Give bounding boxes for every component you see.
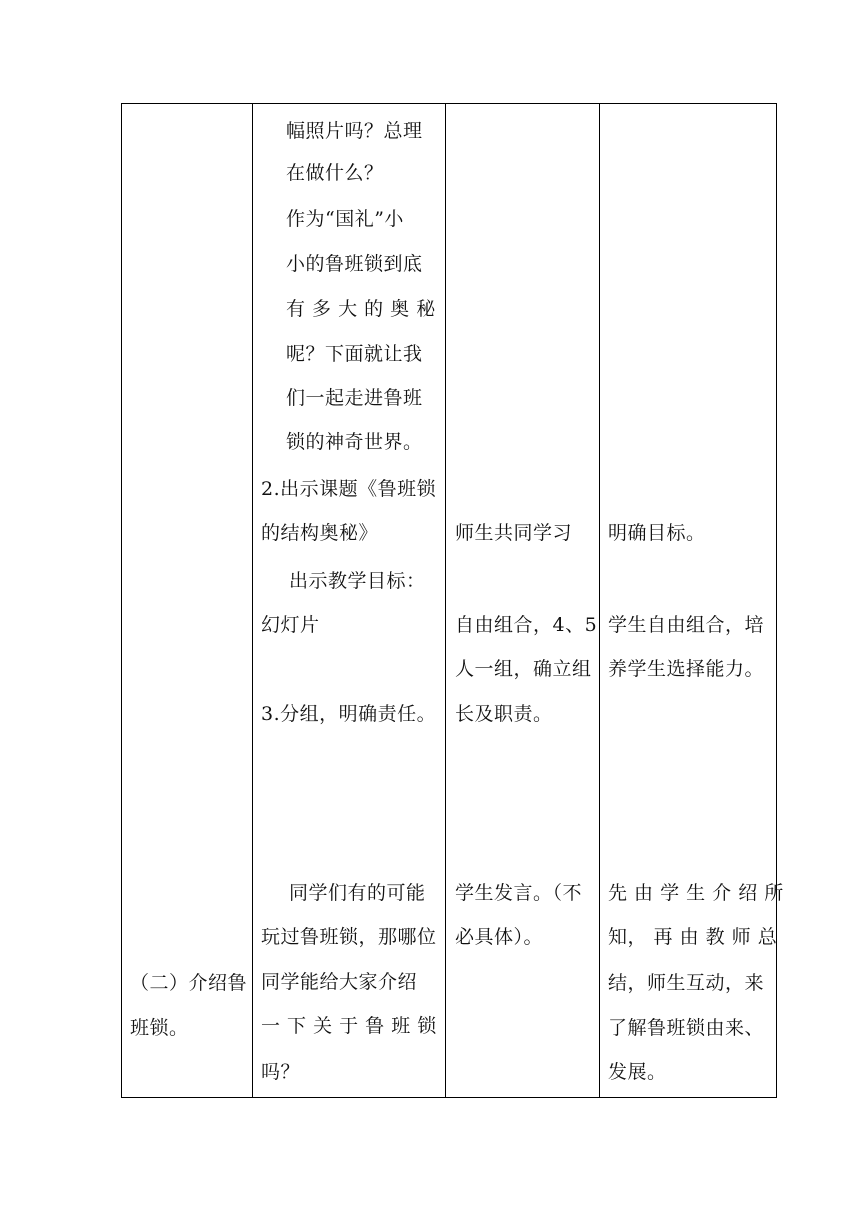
objectives-line: 出示教学目标： [289, 570, 426, 592]
intro-text-line: 幅照片吗？总理 [286, 120, 423, 142]
student-activity-line: 学生发言。（不 [455, 882, 583, 904]
design-intent-line: 学生自由组合，培 [608, 614, 765, 636]
step-title-line: 的结构奥秘》 [261, 522, 379, 544]
intro-text-line: 呢？下面就让我 [286, 343, 423, 365]
column-divider [252, 104, 253, 1097]
question-line: 一 下 关 于 鲁 班 锁 [261, 1015, 437, 1037]
design-intent-line: 知， 再 由 教 师 总 [608, 926, 778, 948]
student-activity-line: 必具体）。 [455, 926, 544, 948]
intro-text-line: 们一起走进鲁班 [286, 387, 423, 409]
objectives-line: 幻灯片 [261, 614, 320, 636]
student-activity-line: 长及职责。 [455, 703, 553, 725]
design-intent-line: 发展。 [608, 1061, 667, 1083]
design-intent-line: 了解鲁班锁由来、 [608, 1017, 765, 1039]
question-line: 吗？ [261, 1061, 301, 1083]
design-intent-line: 养学生选择能力。 [608, 658, 765, 680]
section-label-line: （二）介绍鲁 [130, 972, 248, 994]
student-activity-line: 人一组，确立组 [455, 658, 592, 680]
intro-text-line: 锁的神奇世界。 [286, 431, 423, 453]
student-activity-line: 自由组合，4、5 [455, 614, 598, 636]
intro-text-line: 作为“国礼”小 [286, 208, 404, 230]
column-divider [445, 104, 446, 1097]
student-activity-text: 师生共同学习 [455, 522, 573, 544]
grouping-step: 3.分组，明确责任。 [261, 703, 437, 725]
section-label-line: 班锁。 [130, 1017, 189, 1039]
intro-text-line: 小的鲁班锁到底 [286, 253, 423, 275]
design-intent-line: 先 由 学 生 介 绍 所 [608, 882, 784, 904]
step-title-line: 2.出示课题《鲁班锁 [261, 478, 437, 500]
intro-text-line: 在做什么？ [286, 162, 384, 184]
question-line: 玩过鲁班锁，那哪位 [261, 926, 437, 948]
question-line: 同学能给大家介绍 [261, 971, 418, 993]
design-intent-text: 明确目标。 [608, 522, 706, 544]
column-divider [599, 104, 600, 1097]
intro-text-line: 有 多 大 的 奥 秘 [286, 298, 436, 320]
design-intent-line: 结，师生互动，来 [608, 972, 765, 994]
question-line: 同学们有的可能 [289, 882, 426, 904]
